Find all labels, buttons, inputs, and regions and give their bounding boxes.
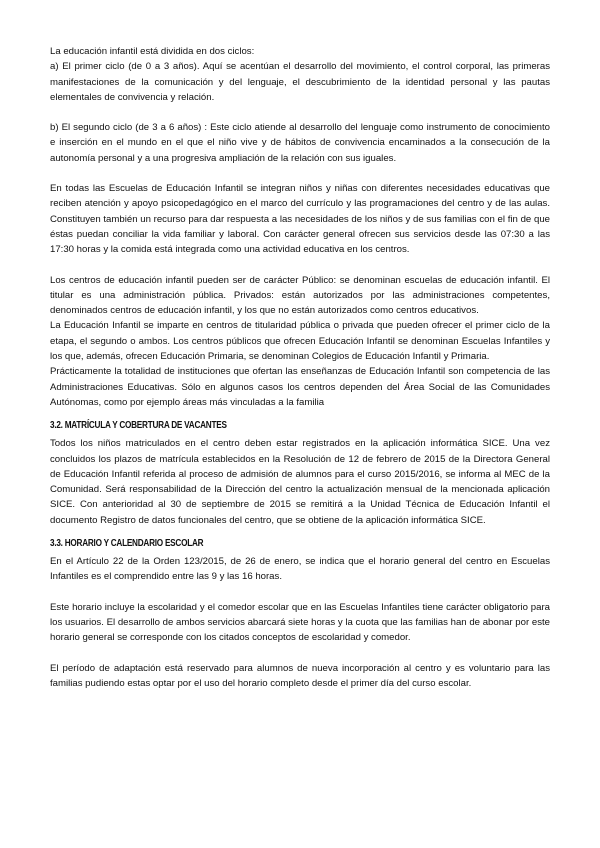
intro-paragraph-4: En todas las Escuelas de Educación Infantil se integran niños y niñas con diferentes necesidades educativas que reciben atención y apoyo psicopedagógico en el marco del currículo y las programaciones del centro y de las aulas. Constituyen también un recurso para dar respuesta a las necesidades de los niños y de sus familias con el fin de que éstas puedan conciliar la vida familiar y laboral. Con carácter general ofrecen sus servicios desde las 07:30 a las 17:30 horas y la comida está integrada como una actividad educativa en los centros. [50,183,550,256]
section-3-2-heading: 3.2. MATRÍCULA Y COBERTURA DE VACANTES [50,420,227,432]
section-3-3-heading: 3.3. HORARIO Y CALENDARIO ESCOLAR [50,538,204,550]
intro-paragraph-3: b) El segundo ciclo (de 3 a 6 años) : Este ciclo atiende al desarrollo del lenguaje como instrumento de conocimiento e inserción en el mundo en el que el niño vive y de hábitos de convivencia encaminados a la consecución de la autonomía personal y a una progresiva ampliación de la relación con sus iguales. [50,122,550,164]
intro-paragraph-7: Prácticamente la totalidad de instituciones que ofertan las enseñanzas de Educación Infantil son competencia de las Administraciones Educativas. Sólo en algunos casos los centros dependen del Área Social de las Comunidades Autónomas, como por ejemplo áreas más vinculadas a la familia [50,366,550,408]
intro-paragraph-5: Los centros de educación infantil pueden ser de carácter Público: se denominan escuelas de educación infantil. El titular es una administración pública. Privados: están autorizados por las administraciones competentes, denominados centros de educación infantil, y los que no están autorizados como centros educativos. [50,274,550,317]
intro-paragraph-1: La educación infantil está dividida en dos ciclos: [50,46,255,57]
section-3-3-paragraph-1: En el Artículo 22 de la Orden 123/2015, de 26 de enero, se indica que el horario general del centro en Escuelas Infantiles es el comprendido entre las 9 y las 16 horas. [50,556,550,583]
intro-paragraph-2: a) El primer ciclo (de 0 a 3 años). Aquí se acentúan el desarrollo del movimiento, el control corporal, las primeras manifestaciones de la comunicación y del lenguaje, el descubrimiento de la identidad personal y las pautas elementales de convivencia y relación. [50,61,550,103]
section-3-2-paragraph-1: Todos los niños matriculados en el centro deben estar registrados en la aplicación informática SICE. Una vez concluidos los plazos de matrícula establecidos en la Resolución de 12 de febrero de 2015 de la Directora General de Educación Infantil referida al proceso de admisión de alumnos para el curso 2015/2016, se informa al MEC de la Comunidad. Será responsabilidad de la Dirección del centro la actualización mensual de la mencionada aplicación SICE. Con anterioridad al 30 de septiembre de 2015 se remitirá a la Unidad Técnica de Educación Infantil el documento Registro de datos funcionales del centro, que se obtiene de la aplicación informática SICE. [50,438,550,526]
section-3-3-paragraph-3: El período de adaptación está reservado para alumnos de nueva incorporación al centro y es voluntario para las familias pudiendo estas optar por el uso del horario completo desde el primer día del curso escolar. [50,662,550,689]
intro-paragraph-6: La Educación Infantil se imparte en centros de titularidad pública o privada que pueden ofrecer el primer ciclo de la etapa, el segundo o ambos. Los centros públicos que ofrecen Educación Infantil se denominan Escuelas Infantiles y los que, además, ofrecen Educación Primaria, se denominan Colegios de Educación Infantil y Primaria. [50,320,550,363]
document-body [50,44,550,691]
section-3-3-paragraph-2: Este horario incluye la escolaridad y el comedor escolar que en las Escuelas Infantiles tiene carácter obligatorio para los usuarios. El desarrollo de ambos servicios abarcará siete horas y la cuota que las familias han de abonar por este horario general se corresponde con los citados conceptos de escolaridad y comedor. [50,601,550,644]
